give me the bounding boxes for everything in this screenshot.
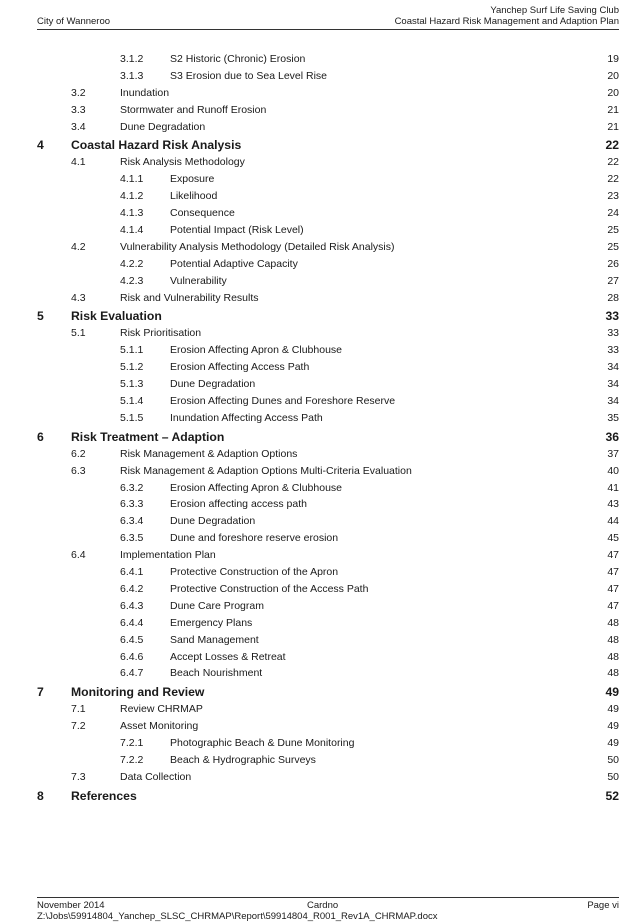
header-project <box>395 5 619 27</box>
toc-entry-number: 6.4.1 <box>120 566 144 579</box>
toc-entry-page: 49 <box>607 703 619 716</box>
toc-entry-page: 25 <box>607 224 619 237</box>
toc-entry-number: 8 <box>37 788 44 803</box>
footer-page-number: Page vi <box>587 900 619 911</box>
toc-entry[interactable] <box>0 325 637 342</box>
toc-entry-number: 5.1.4 <box>120 395 144 408</box>
toc-entry-page: 21 <box>607 103 619 116</box>
toc-entry-number: 6.3.5 <box>120 532 144 545</box>
toc-entry-page: 45 <box>607 532 619 545</box>
toc-entry-title: Protective Construction of the Apron <box>170 566 339 579</box>
toc-entry-page: 47 <box>607 549 619 562</box>
toc-entry-page: 50 <box>607 753 619 766</box>
toc-entry[interactable] <box>0 393 637 410</box>
toc-entry-page: 21 <box>607 120 619 133</box>
toc-entry-page: 49 <box>607 720 619 733</box>
toc-entry-number: 4.1.1 <box>120 173 144 186</box>
toc-entry-page: 48 <box>607 616 619 629</box>
toc-entry[interactable] <box>0 68 637 85</box>
toc-entry[interactable] <box>0 701 637 718</box>
toc-entry-page: 22 <box>607 156 619 169</box>
header-project-line2: Coastal Hazard Risk Management and Adaption Plan <box>394 16 619 27</box>
toc-entry-number: 6.4.4 <box>120 616 144 629</box>
toc-entry-number: 5 <box>37 309 44 324</box>
toc-entry-number: 4.1.3 <box>120 207 144 220</box>
toc-entry-number: 3.1.3 <box>120 69 144 82</box>
toc-entry-page: 48 <box>607 633 619 646</box>
toc-entry-number: 3.3 <box>71 103 86 116</box>
toc-entry-number: 7 <box>37 685 44 700</box>
toc-entry[interactable] <box>0 119 637 136</box>
toc-entry-number: 3.2 <box>71 86 86 99</box>
toc-entry-title: Implementation Plan <box>120 549 216 562</box>
toc-entry[interactable] <box>0 51 637 68</box>
toc-entry-title: Coastal Hazard Risk Analysis <box>71 138 242 153</box>
toc-entry[interactable] <box>0 446 637 463</box>
toc-entry-number: 7.2 <box>71 720 86 733</box>
toc-entry[interactable] <box>0 239 637 256</box>
header-client: City of Wanneroo <box>37 16 111 27</box>
toc-entry[interactable] <box>0 154 637 171</box>
toc-entry-page: 33 <box>607 344 619 357</box>
toc-entry-page: 44 <box>607 515 619 528</box>
toc-entry-page: 37 <box>607 447 619 460</box>
toc-entry[interactable] <box>0 682 637 701</box>
toc-entry-number: 3.1.2 <box>120 53 144 65</box>
toc-entry[interactable] <box>0 359 637 376</box>
footer-company: Cardno <box>307 900 339 911</box>
toc-entry-title: S3 Erosion due to Sea Level Rise <box>170 69 328 82</box>
toc-entry-page: 47 <box>607 599 619 612</box>
toc-entry-page: 47 <box>607 582 619 595</box>
toc-entry-page: 48 <box>607 667 619 680</box>
toc-entry-number: 7.3 <box>71 770 86 783</box>
toc-entry-number: 7.1 <box>71 703 86 716</box>
toc-entry[interactable] <box>0 718 637 735</box>
toc-entry-title: Erosion Affecting Apron & Clubhouse <box>170 344 343 357</box>
toc-entry-title: Sand Management <box>170 633 259 646</box>
toc-entry-number: 7.2.2 <box>120 753 144 766</box>
toc-entry-number: 3.4 <box>71 120 86 133</box>
toc-entry-title: Beach Nourishment <box>170 667 263 680</box>
toc-entry-number: 6.2 <box>71 447 86 460</box>
toc-entry[interactable] <box>0 256 637 273</box>
toc-entry[interactable] <box>0 342 637 359</box>
toc-entry-title: Accept Losses & Retreat <box>170 650 286 663</box>
toc-entry-title: Risk Treatment – Adaption <box>71 429 225 444</box>
toc-entry-number: 7.2.1 <box>120 737 144 750</box>
toc-entry-page: 23 <box>607 190 619 203</box>
toc-entry[interactable] <box>0 205 637 222</box>
toc-entry[interactable] <box>0 273 637 290</box>
toc-entry-title: Risk Evaluation <box>71 309 162 324</box>
toc-entry-title: Dune and foreshore reserve erosion <box>170 532 339 545</box>
toc-entry-page: 36 <box>605 429 619 444</box>
header-project-line1: Yanchep Surf Life Saving Club <box>490 5 619 16</box>
toc-entry-title: Inundation Affecting Access Path <box>170 411 323 424</box>
toc-entry-page: 48 <box>607 650 619 663</box>
toc-entry[interactable] <box>0 581 637 598</box>
toc-entry-title: Dune Degradation <box>170 378 256 391</box>
toc-entry-number: 4.2 <box>71 240 86 253</box>
toc-entry-page: 50 <box>607 770 619 783</box>
toc-entry-title: Stormwater and Runoff Erosion <box>120 103 267 116</box>
toc-entry[interactable] <box>0 632 637 649</box>
toc-entry-title: Exposure <box>170 173 215 186</box>
toc-entry-title: Erosion Affecting Dunes and Foreshore Reserve <box>170 395 396 408</box>
toc-entry-title: Risk Management & Adaption Options <box>120 447 298 460</box>
toc-entry-title: Erosion affecting access path <box>170 498 307 511</box>
toc-entry-page: 33 <box>607 327 619 340</box>
toc-entry-page: 52 <box>605 788 619 803</box>
toc-entry-page: 22 <box>607 173 619 186</box>
toc-entry-number: 6.4.6 <box>120 650 144 663</box>
toc-entry-page: 47 <box>607 566 619 579</box>
toc-entry[interactable] <box>0 649 637 666</box>
toc-entry-title: Monitoring and Review <box>71 685 205 700</box>
toc-entry-title: Protective Construction of the Access Path <box>170 582 369 595</box>
toc-entry-title: Dune Care Program <box>170 599 264 612</box>
toc-entry-page: 33 <box>605 309 619 324</box>
toc-entry-number: 5.1.5 <box>120 411 144 424</box>
toc-entry[interactable] <box>0 427 637 446</box>
toc-entry-number: 6.3.2 <box>120 481 144 494</box>
toc-entry-title: Vulnerability Analysis Methodology (Detailed Risk Analysis) <box>120 240 395 253</box>
toc-entry[interactable] <box>0 496 637 513</box>
toc-entry-title: Data Collection <box>120 770 192 783</box>
toc-entry-number: 5.1.1 <box>120 344 144 357</box>
toc-entry-title: S2 Historic (Chronic) Erosion <box>170 53 306 65</box>
toc-entry-title: Likelihood <box>170 190 218 203</box>
toc-entry-page: 25 <box>607 240 619 253</box>
toc-entry-number: 6.3 <box>71 464 86 477</box>
toc-entry-number: 6.4.7 <box>120 667 144 680</box>
toc-entry-title: Potential Impact (Risk Level) <box>170 224 304 237</box>
toc-entry-page: 43 <box>607 498 619 511</box>
toc-entry[interactable] <box>0 786 637 805</box>
toc-entry-title: Emergency Plans <box>170 616 253 629</box>
toc-entry-title: Risk Analysis Methodology <box>120 156 245 169</box>
toc-entry-title: Dune Degradation <box>170 515 256 528</box>
toc-entry[interactable] <box>0 410 637 427</box>
toc-entry-title: Inundation <box>120 86 170 99</box>
toc-entry-page: 22 <box>605 138 619 153</box>
toc-entry[interactable] <box>0 135 637 154</box>
toc-entry[interactable] <box>0 665 637 682</box>
toc-entry-page: 34 <box>607 361 619 374</box>
toc-entry[interactable] <box>0 564 637 581</box>
toc-entry-number: 4.2.3 <box>120 274 144 287</box>
toc-entry-page: 35 <box>607 411 619 424</box>
toc-entry-title: Consequence <box>170 207 235 220</box>
toc-entry-number: 6.3.4 <box>120 515 144 528</box>
toc-entry[interactable] <box>0 615 637 632</box>
toc-entry-page: 26 <box>607 257 619 270</box>
toc-entry-title: Review CHRMAP <box>120 703 203 716</box>
toc-entry-number: 6 <box>37 429 44 444</box>
toc-entry[interactable] <box>0 376 637 393</box>
toc-entry-title: Erosion Affecting Access Path <box>170 361 310 374</box>
page-header <box>37 3 619 30</box>
toc-entry-title: References <box>71 788 137 803</box>
toc-entry-number: 5.1 <box>71 327 86 340</box>
toc-entry-page: 34 <box>607 378 619 391</box>
toc-entry-page: 34 <box>607 395 619 408</box>
toc-entry-number: 4 <box>37 138 44 153</box>
toc-entry-number: 6.4.5 <box>120 633 144 646</box>
toc-entry-number: 4.1.4 <box>120 224 144 237</box>
toc-entry-title: Erosion Affecting Apron & Clubhouse <box>170 481 343 494</box>
toc-entry-page: 49 <box>607 737 619 750</box>
toc-entry-title: Beach & Hydrographic Surveys <box>170 753 316 766</box>
toc-entry[interactable] <box>0 769 637 786</box>
toc-entry-page: 49 <box>605 685 619 700</box>
toc-entry[interactable] <box>0 85 637 102</box>
toc-entry-number: 5.1.2 <box>120 361 144 374</box>
toc-entry[interactable] <box>0 513 637 530</box>
toc-entry-title: Dune Degradation <box>120 120 206 133</box>
toc-entry-title: Asset Monitoring <box>120 720 199 733</box>
toc-entry[interactable] <box>0 530 637 547</box>
toc-entry-number: 5.1.3 <box>120 378 144 391</box>
toc-entry[interactable] <box>0 171 637 188</box>
toc-entry[interactable] <box>0 306 637 325</box>
toc-entry[interactable] <box>0 188 637 205</box>
toc-entry-number: 6.4.2 <box>120 582 144 595</box>
toc-entry-page: 20 <box>607 69 619 82</box>
footer-file-path: Z:\Jobs\59914804_Yanchep_SLSC_CHRMAP\Report\59914804_R001_Rev1A_CHRMAP.docx <box>37 911 438 922</box>
toc-entry[interactable] <box>0 222 637 239</box>
page-footer <box>37 897 619 924</box>
toc-entry[interactable] <box>0 547 637 564</box>
toc-entry-page: 20 <box>607 86 619 99</box>
toc-entry[interactable] <box>0 598 637 615</box>
table-of-contents <box>0 51 637 805</box>
toc-entry[interactable] <box>0 480 637 497</box>
toc-entry-number: 6.4 <box>71 549 86 562</box>
toc-entry-page: 41 <box>607 481 619 494</box>
toc-entry[interactable] <box>0 463 637 480</box>
toc-entry[interactable] <box>0 752 637 769</box>
toc-entry-title: Vulnerability <box>170 274 227 287</box>
toc-entry-title: Risk Prioritisation <box>120 327 202 340</box>
toc-entry-title: Risk and Vulnerability Results <box>120 291 259 304</box>
toc-entry-title: Risk Management & Adaption Options Multi-Criteria Evaluation <box>120 464 412 477</box>
toc-entry-number: 6.4.3 <box>120 599 144 612</box>
toc-entry-page: 28 <box>607 291 619 304</box>
toc-entry-number: 4.3 <box>71 291 86 304</box>
toc-entry-page: 40 <box>607 464 619 477</box>
toc-entry[interactable] <box>0 102 637 119</box>
toc-entry-number: 4.1.2 <box>120 190 144 203</box>
toc-entry-title: Photographic Beach & Dune Monitoring <box>170 737 355 750</box>
toc-entry-page: 24 <box>607 207 619 220</box>
footer-date: November 2014 <box>37 900 105 911</box>
toc-entry-number: 4.1 <box>71 156 86 169</box>
toc-entry-page: 19 <box>607 53 619 65</box>
toc-entry[interactable] <box>0 290 637 307</box>
toc-entry[interactable] <box>0 735 637 752</box>
toc-entry-title: Potential Adaptive Capacity <box>170 257 298 270</box>
toc-entry-number: 4.2.2 <box>120 257 144 270</box>
toc-entry-number: 6.3.3 <box>120 498 144 511</box>
toc-entry-page: 27 <box>607 274 619 287</box>
